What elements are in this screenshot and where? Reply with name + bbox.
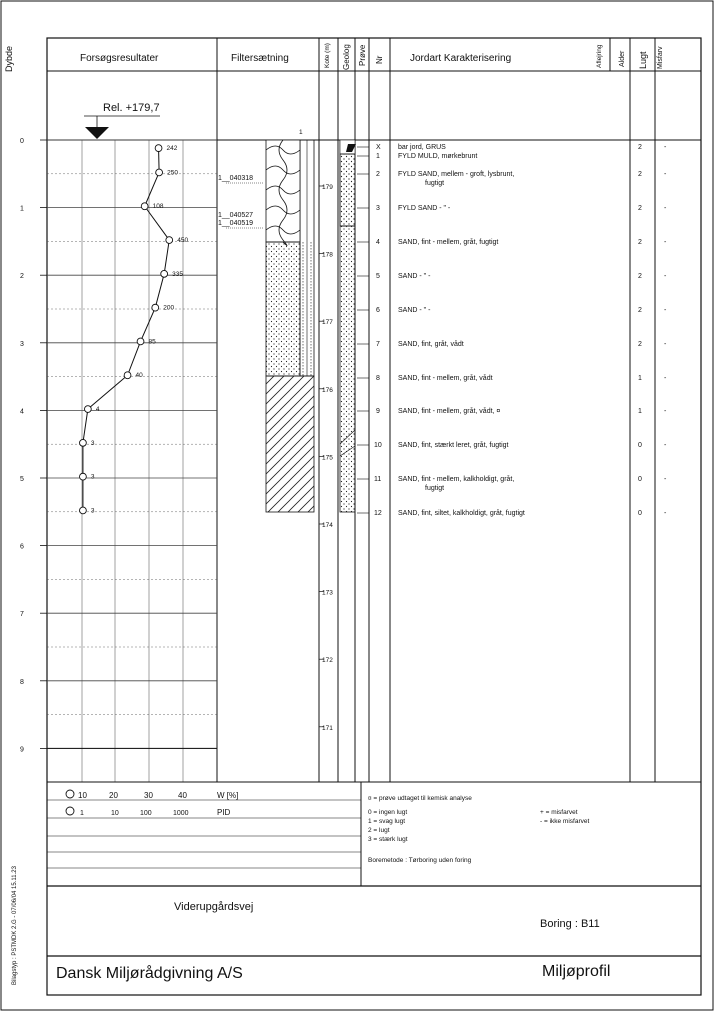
pid-data-point [80, 507, 87, 514]
company-name: Dansk Miljørådgivning A/S [56, 965, 243, 982]
sample-description: SAND - " - [398, 307, 431, 314]
reference-level [84, 102, 160, 139]
pid-data-point [80, 439, 87, 446]
sample-misfarv: - [664, 375, 667, 382]
sample-nr: 10 [374, 442, 382, 449]
depth-tick-label: 1 [20, 205, 24, 213]
pid-scale-circle-icon [66, 807, 74, 815]
nr-header: Nr [375, 55, 384, 64]
sample-misfarv: - [664, 476, 667, 483]
sample-misfarv: - [664, 171, 667, 178]
sample-lugt: 2 [638, 171, 642, 178]
pid-data-label: 4 [95, 406, 100, 414]
sample-nr: 2 [376, 171, 380, 178]
sample-description: SAND, fint - mellem, gråt, fugtigt [398, 239, 499, 246]
sample-lugt: 2 [638, 273, 642, 280]
sample-lugt: 0 [638, 510, 642, 517]
w-tick: 30 [144, 791, 153, 800]
geolog-strip [340, 140, 356, 512]
sample-misfarv: - [664, 144, 667, 151]
sample-nr: 5 [376, 273, 380, 280]
filter-label: 1__040527 [218, 212, 254, 219]
sample-description: SAND - " - [398, 273, 431, 280]
sample-description-cont: fugtigt [425, 485, 445, 492]
misfarv-header: Misfarv [657, 46, 664, 69]
legend-method: Boremetode : Tørboring uden foring [368, 857, 472, 864]
w-scale-circle-icon [66, 790, 74, 798]
tests-grid [47, 140, 217, 782]
pid-data-label: 108 [152, 203, 164, 211]
pid-profile-chart [80, 145, 189, 515]
legend-line: 0 = ingen lugt [368, 809, 408, 816]
sample-misfarv: - [664, 205, 667, 212]
depth-tick-label: 7 [20, 611, 24, 619]
kote-tick-label: 176 [322, 386, 333, 394]
sample-misfarv: - [664, 442, 667, 449]
soil-header: Jordart Karakterisering [410, 53, 512, 64]
sample-misfarv: - [664, 273, 667, 280]
sample-description-cont: fugtigt [425, 180, 445, 187]
sample-misfarv: - [664, 510, 667, 517]
pid-data-point [161, 270, 168, 277]
kote-tick-label: 173 [322, 589, 333, 597]
sample-nr: X [376, 144, 381, 151]
sample-description: SAND, fint, gråt, vådt [398, 341, 464, 348]
boring-id: Boring : B11 [540, 918, 600, 930]
sample-lugt: 0 [638, 442, 642, 449]
sample-lugt: 0 [638, 476, 642, 483]
sample-misfarv: - [664, 307, 667, 314]
sample-lugt: 2 [638, 144, 642, 151]
sample-description: FYLD SAND, mellem - groft, lysbrunt, [398, 171, 515, 178]
sample-nr: 1 [376, 153, 380, 160]
side-note: Bilagstyp : PSTMDK 2.G - 07/06/04 15.11.23 [12, 866, 18, 985]
sample-description: SAND, fint, stærkt leret, gråt, fugtigt [398, 442, 509, 449]
depth-axis [20, 138, 47, 753]
sample-nr: 3 [376, 205, 380, 212]
sample-description: FYLD SAND - " - [398, 205, 451, 212]
sample-nr: 8 [376, 375, 380, 382]
sample-lugt: 1 [638, 375, 642, 382]
pid-data-label: 3 [90, 507, 95, 515]
pid-scale-label: PID [217, 808, 231, 817]
sample-misfarv: - [664, 341, 667, 348]
sample-lugt: 1 [638, 408, 642, 415]
title-block [12, 865, 701, 985]
depth-tick-label: 5 [20, 476, 24, 483]
depth-tick-label: 9 [20, 746, 24, 754]
kote-tick-label: 177 [322, 319, 333, 327]
kote-tick-label: 179 [322, 184, 333, 191]
depth-tick-label: 0 [20, 138, 24, 145]
samples-list [357, 144, 667, 517]
sample-description: SAND, fint - mellem, kalkholdigt, gråt, [398, 476, 515, 483]
kote-tick-label: 174 [322, 522, 333, 529]
pid-data-label: 200 [163, 304, 175, 312]
sample-lugt: 2 [638, 307, 642, 314]
document-type: Miljøprofil [542, 963, 611, 980]
sample-description: SAND, fint, siltet, kalkholdigt, gråt, fugtigt [398, 510, 525, 517]
pid-data-label: 250 [167, 169, 178, 177]
sample-nr: 12 [374, 510, 382, 517]
filter-label: 1__040318 [218, 175, 254, 182]
pid-data-label: 3 [90, 439, 95, 447]
lugt-header: Lugt [638, 51, 648, 69]
kote-tick-label: 171 [322, 724, 333, 732]
sample-lugt: 2 [638, 239, 642, 246]
legend-misfarv-line: + = misfarvet [540, 809, 578, 816]
sample-nr: 9 [376, 408, 380, 415]
pid-data-point [155, 145, 162, 152]
kote-axis [319, 184, 333, 732]
filter-label: 1__040519 [218, 220, 254, 227]
kote-tick-label: 172 [322, 657, 333, 665]
pid-tick: 1 [80, 810, 84, 817]
kote-tick-label: 175 [322, 454, 333, 462]
filter-drawing [218, 129, 314, 512]
location-text: Viderupgårdsvej [174, 901, 254, 913]
pid-data-point [156, 169, 163, 176]
aflejring-header: Aflejring [596, 44, 603, 68]
filter-top-marker: 1 [299, 129, 303, 136]
sheet-border [1, 1, 713, 1010]
sample-description: SAND, fint - mellem, gråt, vådt [398, 375, 493, 382]
pid-data-point [84, 406, 91, 413]
sample-nr: 11 [374, 476, 382, 483]
proeve-header: Prøve [358, 44, 367, 66]
depth-tick-label: 2 [20, 273, 24, 281]
kote-header: Kote (m) [324, 43, 331, 68]
legend [368, 795, 589, 864]
w-tick: 10 [78, 791, 87, 800]
pid-data-label: 85 [148, 338, 156, 346]
sample-lugt: 2 [638, 341, 642, 348]
legend-line: 1 = svag lugt [368, 818, 406, 825]
depth-header: Dybde [4, 45, 14, 72]
legend-line: 2 = lugt [368, 827, 390, 834]
kote-tick-label: 178 [322, 251, 333, 259]
pid-data-point [166, 237, 173, 244]
pid-data-point [137, 338, 144, 345]
legend-misfarv-line: - = ikke misfarvet [540, 818, 590, 825]
w-tick: 20 [109, 791, 118, 800]
pid-data-label: 450 [177, 237, 189, 245]
sample-description: FYLD MULD, mørkebrunt [398, 153, 478, 160]
reference-triangle-icon [85, 127, 109, 139]
w-tick: 40 [178, 791, 187, 800]
legend-line: ¤ = prøve udtaget til kemisk analyse [368, 795, 472, 802]
sand-filter-zone [266, 242, 300, 376]
pid-data-point [141, 203, 148, 210]
pid-data-point [124, 372, 131, 379]
w-scale-label: W [%] [217, 791, 239, 800]
alder-header: Alder [619, 50, 626, 67]
pid-tick: 10 [111, 810, 119, 817]
pid-tick: 100 [140, 810, 152, 817]
geolog-header: Geolog [342, 44, 351, 70]
depth-tick-label: 4 [20, 408, 24, 416]
depth-tick-label: 8 [20, 678, 24, 686]
sample-misfarv: - [664, 408, 667, 415]
reference-level-label: Rel. +179,7 [103, 102, 160, 114]
sample-misfarv: - [664, 239, 667, 246]
sample-nr: 4 [376, 239, 380, 246]
sample-nr: 6 [376, 307, 380, 314]
sample-description: SAND, fint - mellem, gråt, vådt, ¤ [398, 408, 501, 415]
legend-line: 3 = stærk lugt [368, 836, 408, 843]
bottom-fill-zone [266, 376, 314, 512]
pid-tick: 1000 [173, 810, 189, 817]
depth-tick-label: 3 [20, 340, 24, 348]
sample-description: bar jord, GRUS [398, 144, 446, 151]
pid-data-label: 3 [90, 473, 95, 481]
pid-data-label: 40 [135, 372, 143, 380]
filter-header: Filtersætning [231, 53, 289, 64]
pid-data-label: 242 [166, 145, 178, 153]
depth-tick-label: 6 [20, 543, 24, 551]
tests-header: Forsøgsresultater [80, 53, 159, 64]
sample-nr: 7 [376, 341, 380, 348]
sample-lugt: 2 [638, 205, 642, 212]
pid-data-point [80, 473, 87, 480]
pid-data-point [152, 304, 159, 311]
pid-data-label: 335 [172, 270, 184, 278]
